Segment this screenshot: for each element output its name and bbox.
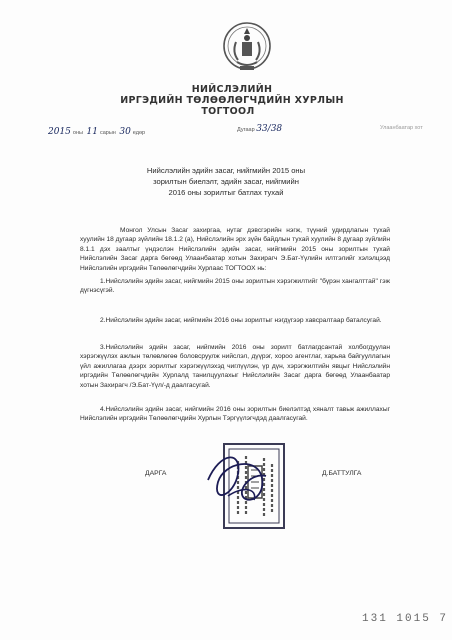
state-emblem-icon: [222, 18, 272, 76]
date-year: 2015: [48, 127, 71, 137]
resolution-number: 33/38: [256, 124, 283, 134]
document-title: [140, 165, 312, 198]
city-label: Улаанбаатар хот: [380, 125, 423, 131]
header-line-3: ТОГТООЛ: [201, 106, 255, 117]
official-stamp-signature: [198, 436, 302, 536]
date-month-suffix: сарын: [99, 130, 116, 136]
date-day-suffix: едөр: [132, 130, 146, 136]
registration-stamp-number: 131 1015 7: [362, 613, 449, 625]
date-day: 30: [119, 127, 131, 137]
signer-name: Д.БАТТУЛГА: [322, 470, 362, 477]
date-month: 11: [86, 127, 98, 137]
number-label: Дугаар: [237, 127, 255, 133]
header-line-2: ИРГЭДИЙН ТӨЛӨӨЛӨГЧДИЙН ХУРЛЫН: [120, 95, 344, 106]
signer-role: ДАРГА: [145, 470, 167, 477]
body-paragraph-3: 2.Нийслэлийн эдийн засаг, нийгмийн 2016 оны зорилтыг нэгдүгээр хавсралтаар баталсугай.: [100, 317, 382, 324]
body-paragraph-2: 1.Нийслэлийн эдийн засаг, нийгмийн 2015 оны зорилтын хэрэгжилтийг "бүрэн хангалттай" гэж дүгнэсүгэй.: [80, 278, 390, 295]
body-paragraph-5: 4.Нийслэлийн эдийн засаг, нийгмийн 2016 оны зорилтын биелэлтэд хяналт тавьж ажиллахыг Нийслэлийн иргэдийн Төлөөлөгчдийн Хурлын Тэргүүлэгчдэд даалгасугай.: [80, 406, 390, 423]
date-line: [48, 127, 145, 137]
body-paragraph-1: Монгол Улсын Засаг захиргаа, нутаг дэвсгэрийн нэгж, түүний удирдлагын тухай хуулийн 18 дугаар зүйлийн 18.1.2 (а), Нийслэлийн эрх зүйн байдлын тухай хуулийн 8 дугаар зүйлийн 8.1.1 дэх заалтыг үндэслэн Нийслэлийн эдийн засаг, нийгмийн 2015 оны зорилтын тухай Нийслэлийн Засаг дарга бөгөөд Улаанбаатар хотын Захирагч Э.Бат-Үүлийн илтгэлийг хэлэлцээд Нийслэлийн иргэдийн Төлөөлөгчдийн Хурлаас ТОГТООХ нь:: [80, 227, 390, 272]
resolution-number-line: [237, 124, 282, 134]
date-year-suffix: оны: [72, 130, 83, 136]
title-line-2: зорилтын биелэлт, эдийн засаг, нийгмийн: [153, 177, 299, 186]
title-line-3: 2016 оны зорилтыг батлах тухай: [168, 188, 284, 197]
body-paragraph-4: 3.Нийслэлийн эдийн засаг, нийгмийн 2016 оны зорилт батлагдсантай холбогдуулан хэрэгжүүлэх ажлын төлөвлөгөө боловсруулж нийслэл, дүүрэг, хороо агентлаг, харьяа байгууллагын үйл ажиллагаа дээрх зорилтыг хэрэгжүүлэхэд чиглүүлэн, үр дүн, хэрэгжилтийн явцыг Нийслэлийн иргэдийн Төлөөлөгчдийн Хурлалд танилцуулахыг Нийслэлийн Засаг дарга бөгөөд Улаанбаатар хотын Захирагч /Э.Бат-Үүл/-д даалгасугай.: [80, 344, 390, 389]
header-line-1: НИЙСЛЭЛИЙН: [191, 84, 273, 95]
title-line-1: Нийслэлийн эдийн засаг, нийгмийн 2015 оны: [146, 166, 306, 175]
